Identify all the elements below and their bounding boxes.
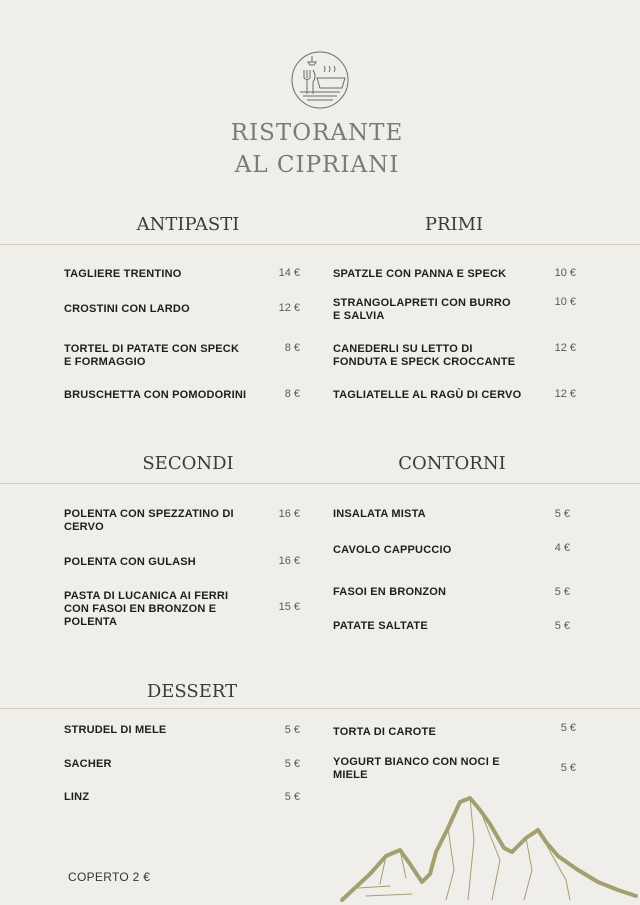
menu-item-name: LINZ xyxy=(64,791,90,803)
menu-item-price: 12 € xyxy=(554,342,576,354)
menu-item-name: YOGURT BIANCO CON NOCI E MIELE xyxy=(333,756,500,781)
menu-item-name: BRUSCHETTA CON POMODORINI xyxy=(64,389,247,401)
menu-item-name: POLENTA CON SPEZZATINO DI CERVO xyxy=(64,508,234,533)
menu-item-name: TORTA DI CAROTE xyxy=(333,726,437,738)
restaurant-name-line1: RISTORANTE xyxy=(230,120,404,146)
coperto-note: COPERTO 2 € xyxy=(68,870,151,884)
menu-item-price: 5 € xyxy=(284,758,300,770)
menu-item-price: 8 € xyxy=(284,388,300,400)
menu-item-name: STRANGOLAPRETI CON BURRO E SALVIA xyxy=(333,297,511,322)
menu-item-name: CANEDERLI SU LETTO DI FONDUTA E SPECK CROCCANTE xyxy=(333,343,516,368)
menu-item-name: CAVOLO CAPPUCCIO xyxy=(333,544,452,556)
menu-item-name: FASOI EN BRONZON xyxy=(333,586,447,598)
menu-item-price: 12 € xyxy=(278,302,300,314)
section-title-dessert: DESSERT xyxy=(146,681,238,702)
menu-item-price: 5 € xyxy=(284,791,300,803)
menu-item-price: 16 € xyxy=(278,508,300,520)
menu-item-name: PATATE SALTATE xyxy=(333,620,428,632)
menu-item-price: 16 € xyxy=(278,555,300,567)
mountain-illustration-icon xyxy=(330,790,640,905)
menu-item-name: POLENTA CON GULASH xyxy=(64,556,196,568)
menu-item-name: PASTA DI LUCANICA AI FERRI CON FASOI EN BRONZON E POLENTA xyxy=(64,590,229,628)
menu-item-price: 10 € xyxy=(554,267,576,279)
menu-item-price: 8 € xyxy=(284,342,300,354)
menu-item-price: 5 € xyxy=(284,724,300,736)
section-title-contorni: CONTORNI xyxy=(398,453,506,474)
menu-item-price: 15 € xyxy=(278,601,300,613)
section-title-primi: PRIMI xyxy=(424,214,484,235)
menu-item-name: TAGLIATELLE AL RAGÙ DI CERVO xyxy=(333,389,522,401)
section-title-secondi: SECONDI xyxy=(142,453,234,474)
menu-item-price: 5 € xyxy=(554,620,570,632)
menu-item-name: SACHER xyxy=(64,758,112,770)
menu-item-name: TAGLIERE TRENTINO xyxy=(64,268,182,280)
menu-item-name: TORTEL DI PATATE CON SPECK E FORMAGGIO xyxy=(64,343,240,368)
divider xyxy=(0,708,640,709)
menu-item-price: 4 € xyxy=(554,542,570,554)
menu-item-price: 14 € xyxy=(278,267,300,279)
section-title-antipasti: ANTIPASTI xyxy=(136,214,240,235)
menu-item-price: 5 € xyxy=(560,762,576,774)
menu-item-name: STRUDEL DI MELE xyxy=(64,724,167,736)
menu-item-name: CROSTINI CON LARDO xyxy=(64,303,190,315)
divider xyxy=(0,483,640,484)
menu-item-name: INSALATA MISTA xyxy=(333,508,426,520)
menu-item-name: SPATZLE CON PANNA E SPECK xyxy=(333,268,507,280)
menu-item-price: 5 € xyxy=(554,586,570,598)
menu-item-price: 5 € xyxy=(554,508,570,520)
menu-item-price: 10 € xyxy=(554,296,576,308)
divider xyxy=(0,244,640,245)
menu-item-price: 5 € xyxy=(560,722,576,734)
restaurant-logo-icon xyxy=(290,50,350,110)
restaurant-name-line2: AL CIPRIANI xyxy=(234,152,400,178)
menu-item-price: 12 € xyxy=(554,388,576,400)
